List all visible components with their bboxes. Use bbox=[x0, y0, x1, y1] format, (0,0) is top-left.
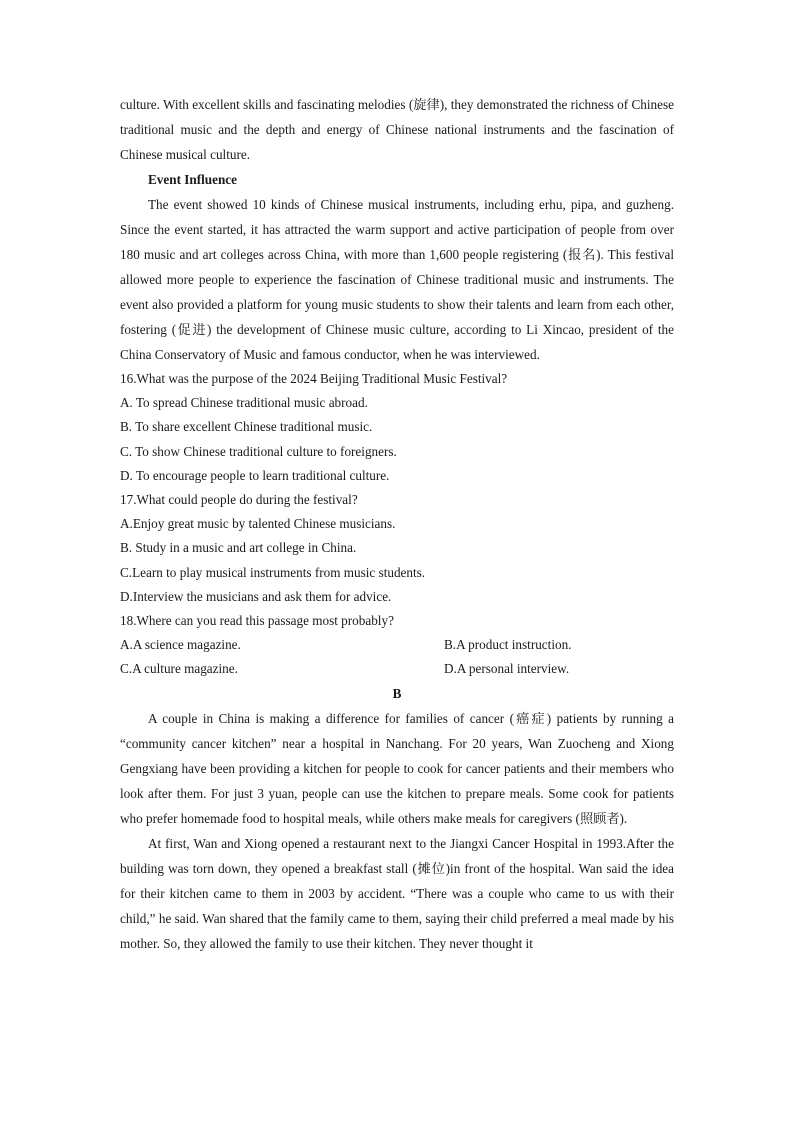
influence-paragraph: The event showed 10 kinds of Chinese musical instruments, including erhu, pipa, and guzheng. Since the event started, it has attracted the warm support and active participation of people from over 180 music and art colleges across China, with more than 1,600 people registering (报名). This festival allowed more people to experience the fascination of Chinese traditional music and instruments. The event also provided a platform for young music students to show their talents and learn from each other, fostering (促进) the development of Chinese music culture, according to Li Xincao, president of the China Conservatory of Music and famous conductor, when he was interviewed. bbox=[120, 197, 674, 362]
question-stem: 16.What was the purpose of the 2024 Beijing Traditional Music Festival? bbox=[120, 371, 508, 386]
option-b: B. Study in a music and art college in China. bbox=[120, 540, 357, 556]
option-a: A. To spread Chinese traditional music abroad. bbox=[120, 395, 368, 411]
document-page bbox=[120, 92, 674, 956]
event-influence-heading: Event Influence bbox=[148, 172, 238, 187]
option-c: C. To show Chinese traditional culture to foreigners. bbox=[120, 443, 397, 459]
section-b-label: B bbox=[392, 686, 402, 702]
intro-paragraph: culture. With excellent skills and fascinating melodies (旋律), they demonstrated the richness of Chinese traditional music and the depth and energy of Chinese national instruments and the fascination of Chinese musical culture. bbox=[120, 97, 674, 162]
question-stem: 17.What could people do during the festival? bbox=[120, 492, 358, 508]
option-c: C.Learn to play musical instruments from music students. bbox=[120, 564, 426, 580]
option-b: B.A product instruction. bbox=[444, 637, 572, 653]
option-a: A.Enjoy great music by talented Chinese musicians. bbox=[120, 516, 396, 532]
option-c: C.A culture magazine. bbox=[120, 661, 238, 677]
option-d: D. To encourage people to learn traditional culture. bbox=[120, 467, 390, 483]
question-17 bbox=[120, 488, 674, 609]
option-a: A.A science magazine. bbox=[120, 637, 241, 653]
question-16 bbox=[120, 367, 674, 488]
option-d: D.Interview the musicians and ask them for advice. bbox=[120, 588, 392, 604]
option-b: B. To share excellent Chinese traditional music. bbox=[120, 419, 373, 435]
option-row bbox=[120, 657, 674, 681]
option-row bbox=[120, 633, 674, 657]
section-b-paragraph-2: At first, Wan and Xiong opened a restaurant next to the Jiangxi Cancer Hospital in 1993.After the building was torn down, they opened a breakfast stall (摊位)in front of the hospital. Wan said the idea for their kitchen came to them in 2003 by accident. “There was a couple who came to us with their child,” he said. Wan shared that the family came to them, saying their child preferred a meal made by his mother. So, they allowed the family to use their kitchen. They never thought it bbox=[120, 836, 674, 952]
question-stem: 18.Where can you read this passage most probably? bbox=[120, 613, 394, 629]
option-d: D.A personal interview. bbox=[444, 661, 570, 677]
question-18 bbox=[120, 609, 674, 681]
section-b-paragraph-1: A couple in China is making a difference for families of cancer (癌症) patients by running a “community cancer kitchen” near a hospital in Nanchang. For 20 years, Wan Zuocheng and Xiong Gengxiang have been providing a kitchen for people to cook for cancer patients and their members who look after them. For just 3 yuan, people can use the kitchen to prepare meals. Some cook for patients who prefer homemade food to hospital meals, while others make meals for caregivers (照顾者). bbox=[120, 711, 674, 827]
